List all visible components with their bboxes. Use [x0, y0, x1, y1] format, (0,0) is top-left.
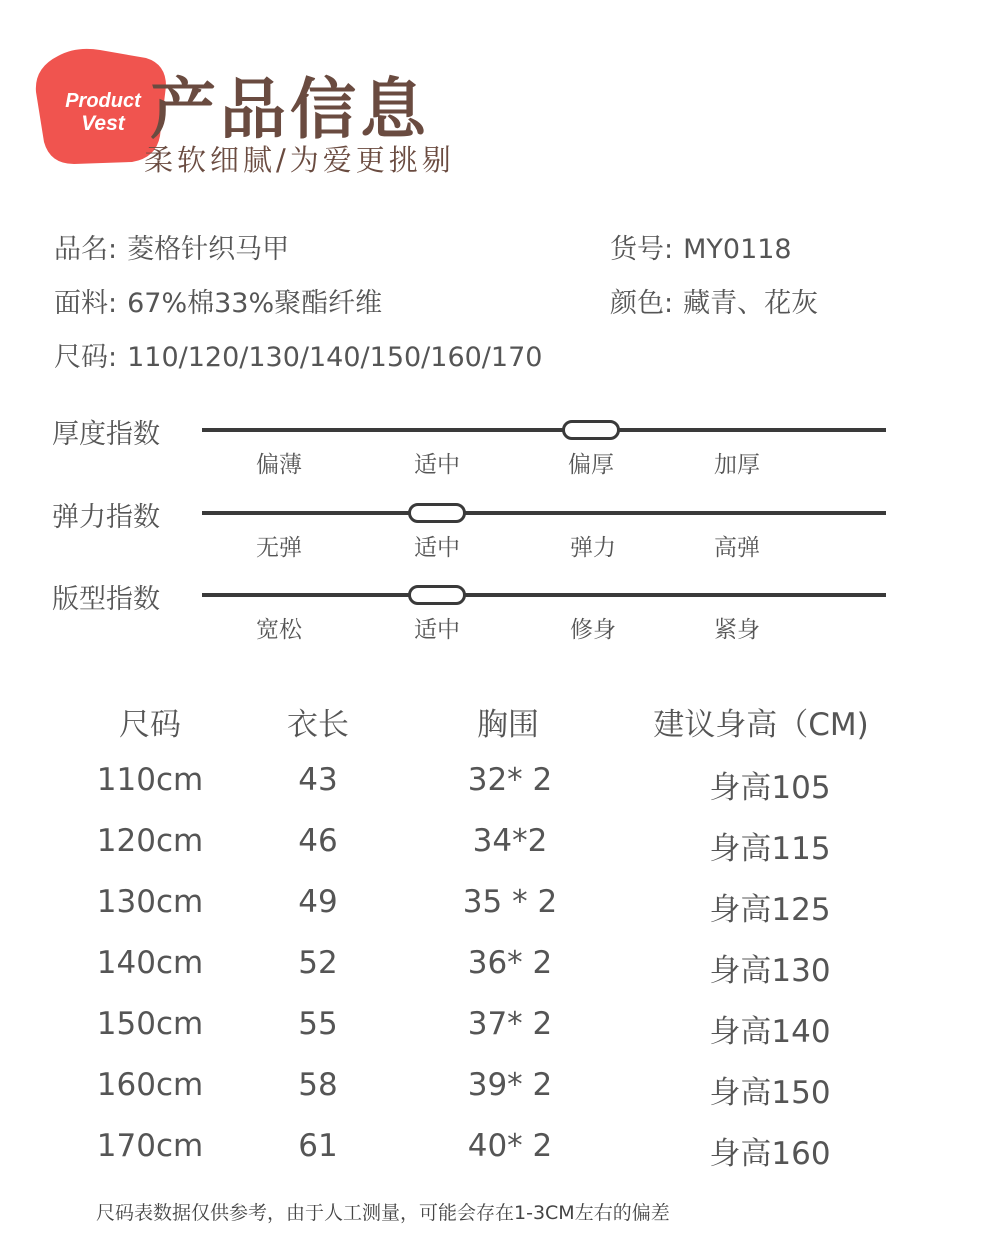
info-fabric: [54, 281, 382, 320]
index-option: 偏薄: [256, 452, 302, 478]
table-cell: 110cm: [96, 762, 204, 798]
table-cell: 140cm: [96, 945, 204, 981]
info-size-label: 尺码:: [54, 342, 118, 373]
info-item-label: 货号:: [610, 234, 674, 265]
index-option: 紧身: [714, 617, 760, 643]
table-cell: 身高140: [709, 1014, 831, 1050]
index-option: 加厚: [714, 452, 760, 478]
info-name-value: 菱格针织马甲: [127, 234, 290, 265]
index-marker: [408, 503, 466, 523]
table-cell: 身高105: [709, 770, 831, 806]
info-item-value: MY0118: [683, 234, 792, 265]
table-cell: 40* 2: [467, 1128, 553, 1164]
index-option: 宽松: [256, 617, 302, 643]
size-note: 尺码表数据仅供参考，由于人工测量，可能会存在1-3CM左右的偏差: [96, 1202, 670, 1224]
table-cell: 32* 2: [467, 762, 553, 798]
table-cell: 37* 2: [467, 1006, 553, 1042]
info-name-label: 品名:: [54, 234, 118, 265]
table-cell: 身高150: [709, 1075, 831, 1111]
index-track: [202, 593, 886, 597]
info-size-value: 110/120/130/140/150/160/170: [127, 342, 543, 373]
index-option: 偏厚: [568, 452, 614, 478]
index-title: 版型指数: [52, 584, 160, 615]
table-cell: 150cm: [96, 1006, 204, 1042]
index-option: 适中: [414, 617, 460, 643]
index-marker: [562, 420, 620, 440]
table-cell: 身高115: [709, 831, 831, 867]
index-option: 无弹: [256, 535, 302, 561]
table-cell: 52: [298, 945, 338, 981]
page-subtitle: 柔软细腻/为爱更挑剔: [144, 143, 455, 177]
table-cell: 120cm: [96, 823, 204, 859]
table-cell: 身高160: [709, 1136, 831, 1172]
table-cell: 34*2: [472, 823, 548, 859]
table-cell: 46: [298, 823, 338, 859]
index-option: 适中: [414, 452, 460, 478]
info-color: [610, 281, 818, 320]
info-name: [54, 227, 289, 266]
index-option: 修身: [570, 617, 616, 643]
table-cell: 130cm: [96, 884, 204, 920]
table-cell: 61: [298, 1128, 338, 1164]
table-cell: 43: [298, 762, 338, 798]
index-title: 厚度指数: [52, 419, 160, 450]
table-header-chest: 胸围: [477, 707, 539, 743]
product-vest-badge: [28, 44, 158, 168]
table-cell: 35 * 2: [462, 884, 558, 920]
info-fabric-value: 67%棉33%聚酯纤维: [127, 288, 383, 319]
table-header-length: 衣长: [287, 707, 349, 743]
table-cell: 58: [298, 1067, 338, 1103]
table-cell: 55: [298, 1006, 338, 1042]
table-header-height: 建议身高（CM): [653, 707, 869, 743]
index-option: 适中: [414, 535, 460, 561]
table-cell: 160cm: [96, 1067, 204, 1103]
index-option: 高弹: [714, 535, 760, 561]
table-cell: 身高125: [709, 892, 831, 928]
table-cell: 49: [298, 884, 338, 920]
table-cell: 身高130: [709, 953, 831, 989]
table-cell: 36* 2: [467, 945, 553, 981]
info-item-no: [610, 227, 792, 266]
index-track: [202, 428, 886, 432]
page-title: 产品信息: [150, 71, 430, 148]
badge-text-line1: Product: [65, 90, 141, 112]
info-size: [54, 335, 542, 374]
info-color-value: 藏青、花灰: [683, 288, 819, 319]
badge-text-line2: Vest: [81, 112, 125, 135]
index-marker: [408, 585, 466, 605]
info-fabric-label: 面料:: [54, 288, 118, 319]
table-header-size: 尺码: [119, 707, 181, 743]
table-cell: 170cm: [96, 1128, 204, 1164]
index-title: 弹力指数: [52, 502, 160, 533]
table-cell: 39* 2: [467, 1067, 553, 1103]
index-track: [202, 511, 886, 515]
info-color-label: 颜色:: [610, 288, 674, 319]
index-option: 弹力: [570, 535, 616, 561]
